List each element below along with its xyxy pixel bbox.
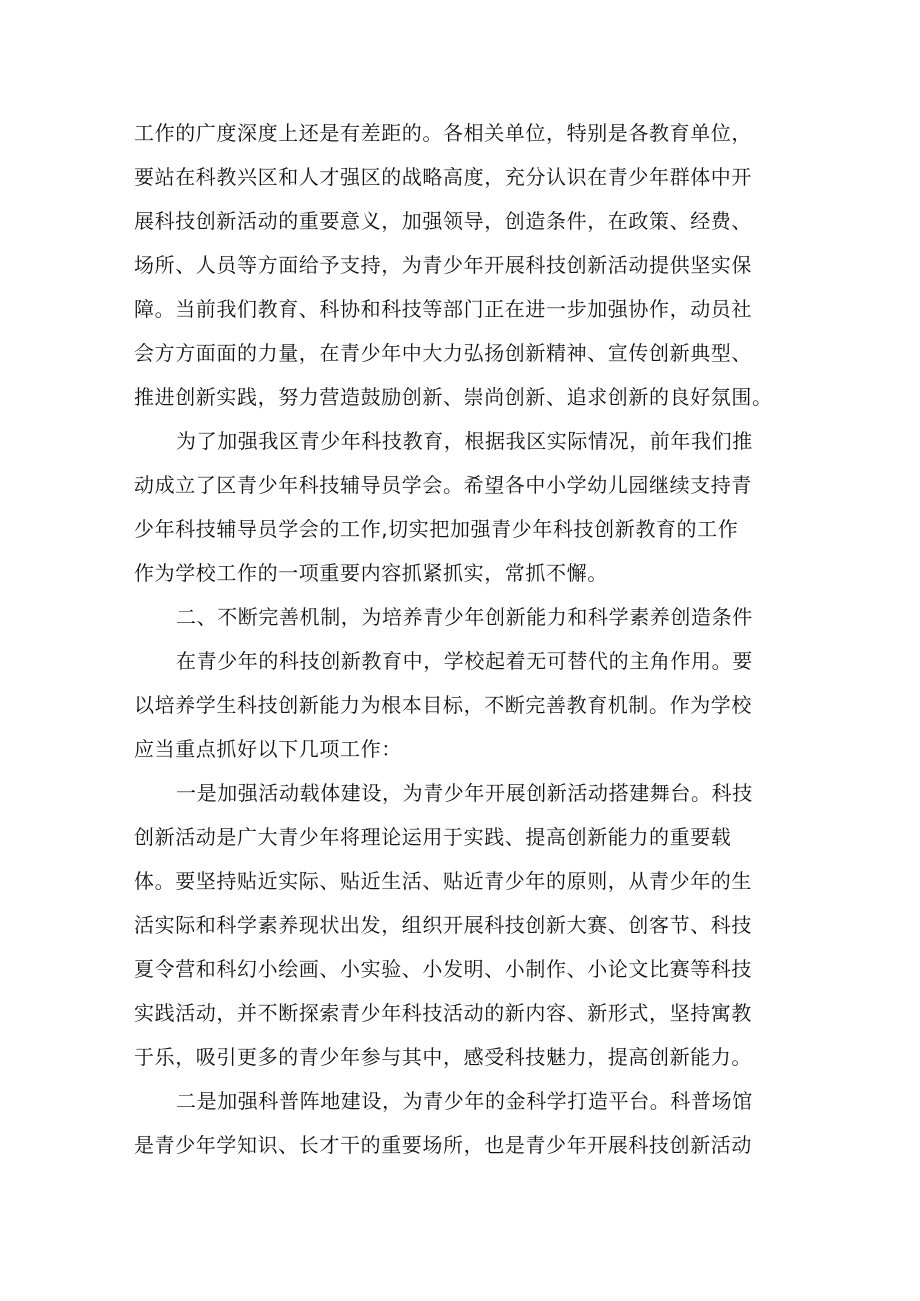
body-text-line: 会方方面面的力量，在青少年中大力弘扬创新精神、宣传创新典型、 xyxy=(134,341,752,365)
body-text-line: 体。要坚持贴近实际、贴近生活、贴近青少年的原则，从青少年的生 xyxy=(134,869,752,893)
body-text-line: 展科技创新活动的重要意义，加强领导，创造条件，在政策、经费、 xyxy=(134,209,752,233)
section-heading: 二、不断完善机制，为培养青少年创新能力和科学素养创造条件 xyxy=(176,605,753,629)
paragraph-first-line: 在青少年的科技创新教育中，学校起着无可替代的主角作用。要 xyxy=(176,649,753,673)
body-text-line: 工作的广度深度上还是有差距的。各相关单位，特别是各教育单位， xyxy=(134,121,752,145)
paragraph-first-line: 二是加强科普阵地建设，为青少年的金科学打造平台。科普场馆 xyxy=(176,1089,753,1113)
body-text-line: 障。当前我们教育、科协和科技等部门正在进一步加强协作，动员社 xyxy=(134,297,752,321)
body-text-line: 以培养学生科技创新能力为根本目标，不断完善教育机制。作为学校 xyxy=(134,693,752,717)
paragraph-first-line: 一是加强活动载体建设，为青少年开展创新活动搭建舞台。科技 xyxy=(176,781,753,805)
body-text-line: 夏令营和科幻小绘画、小实验、小发明、小制作、小论文比赛等科技 xyxy=(134,957,752,981)
body-text-line: 作为学校工作的一项重要内容抓紧抓实，常抓不懈。 xyxy=(134,561,608,585)
body-text-line: 活实际和科学素养现状出发，组织开展科技创新大赛、创客节、科技 xyxy=(134,913,752,937)
paragraph-first-line: 为了加强我区青少年科技教育，根据我区实际情况，前年我们推 xyxy=(176,429,753,453)
body-text-line: 于乐，吸引更多的青少年参与其中，感受科技魅力，提高创新能力。 xyxy=(134,1045,752,1069)
body-text-line: 要站在科教兴区和人才强区的战略高度，充分认识在青少年群体中开 xyxy=(134,165,752,189)
body-text-line: 推进创新实践，努力营造鼓励创新、崇尚创新、追求创新的良好氛围。 xyxy=(134,385,773,409)
body-text-line: 动成立了区青少年科技辅导员学会。希望各中小学幼儿园继续支持青 xyxy=(134,473,752,497)
body-text-line: 应当重点抓好以下几项工作： xyxy=(134,737,402,761)
body-text-line: 创新活动是广大青少年将理论运用于实践、提高创新能力的重要载 xyxy=(134,825,732,849)
body-text-line: 少年科技辅导员学会的工作,切实把加强青少年科技创新教育的工作 xyxy=(134,517,739,541)
body-text-line: 场所、人员等方面给予支持，为青少年开展科技创新活动提供坚实保 xyxy=(134,253,752,277)
body-text-line: 是青少年学知识、长才干的重要场所，也是青少年开展科技创新活动 xyxy=(134,1133,752,1157)
body-text-line: 实践活动，并不断探索青少年科技活动的新内容、新形式，坚持寓教 xyxy=(134,1001,752,1025)
